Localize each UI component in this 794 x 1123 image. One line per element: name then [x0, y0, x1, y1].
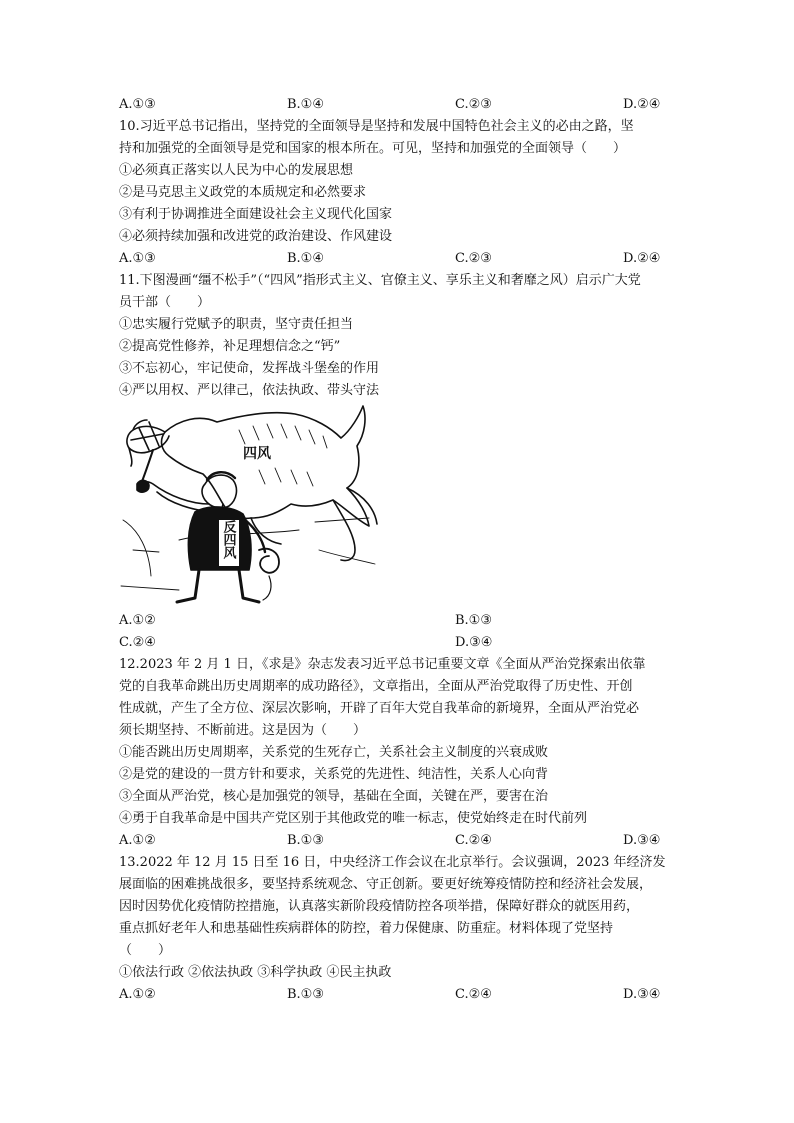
q12-option-b[interactable]: B.①③ — [287, 833, 324, 848]
q13-stem-line-3: 因时因势优化疫情防控措施，认真落实新阶段疫情防控各项举措，保障好群众的就医用药， — [119, 899, 640, 914]
horse-label: 四风 — [243, 445, 271, 461]
q10-option-a[interactable]: A.①③ — [119, 251, 156, 266]
q12-option-c[interactable]: C.②④ — [455, 833, 492, 848]
q13-stem-line-4: 重点抓好老年人和患基础性疾病群体的防控，着力保健康、防重症。材料体现了党坚持 — [119, 921, 614, 936]
q12-statement-1: ①能否跳出历史周期率，关系党的生死存亡，关系社会主义制度的兴衰成败 — [119, 745, 549, 760]
q12-statement-4: ④勇于自我革命是中国共产党区别于其他政党的唯一标志，使党始终走在时代前列 — [119, 811, 588, 826]
q12-stem-line-1: 12.2023 年 2 月 1 日，《求是》杂志发表习近平总书记重要文章《全面从严治党探索出依靠 — [119, 657, 646, 672]
q9-options — [119, 94, 667, 116]
q10-option-c[interactable]: C.②③ — [455, 251, 492, 266]
q9-option-d[interactable]: D.②④ — [623, 97, 661, 112]
q10-option-d[interactable]: D.②④ — [623, 251, 661, 266]
q13-option-a[interactable]: A.①② — [119, 987, 156, 1002]
q12-statement-3: ③全面从严治党，核心是加强党的领导，基础在全面，关键在严，要害在治 — [119, 789, 549, 804]
q10-stem-line-2: 持和加强党的全面领导是党和国家的根本所在。可见，坚持和加强党的全面领导（ ） — [119, 141, 627, 156]
q13-option-b[interactable]: B.①③ — [287, 987, 324, 1002]
q12-options — [119, 830, 667, 852]
q9-option-a[interactable]: A.①③ — [119, 97, 156, 112]
q9-option-b[interactable]: B.①④ — [287, 97, 324, 112]
q13-stem-line-5: （ ） — [119, 943, 172, 958]
q10-statement-2: ②是马克思主义政党的本质规定和必然要求 — [119, 185, 367, 200]
q13-stem-line-2: 展面临的困难挑战很多，要坚持系统观念、守正创新。要更好统筹疫情防控和经济社会发展， — [119, 877, 653, 892]
q11-option-a[interactable]: A.①② — [119, 613, 156, 628]
q12-stem-line-4: 须长期坚持、不断前进。这是因为（ ） — [119, 723, 367, 738]
q13-option-d[interactable]: D.③④ — [623, 987, 661, 1002]
q11-options-row-2 — [119, 632, 539, 654]
q11-stem-line-2: 员干部（ ） — [119, 295, 211, 310]
q10-statement-3: ③有利于协调推进全面建设社会主义现代化国家 — [119, 207, 393, 222]
q13-option-c[interactable]: C.②④ — [455, 987, 492, 1002]
q13-stem-line-1: 13.2022 年 12 月 15 日至 16 日，中央经济工作会议在北京举行。会议强调，2023 年经济发 — [119, 855, 666, 870]
q10-stem-line-1: 10.习近平总书记指出，坚持党的全面领导是坚持和发展中国特色社会主义的必由之路，坚 — [119, 119, 634, 134]
q11-option-b[interactable]: B.①③ — [455, 613, 492, 628]
q12-stem-line-3: 性成就，产生了全方位、深层次影响，开辟了百年大党自我革命的新境界，全面从严治党必 — [119, 701, 640, 716]
q11-statement-1: ①忠实履行党赋予的职责，坚守责任担当 — [119, 317, 354, 332]
q13-options — [119, 984, 667, 1006]
q11-cartoon — [119, 400, 381, 608]
q11-option-d[interactable]: D.③④ — [455, 635, 493, 650]
q11-statement-3: ③不忘初心，牢记使命，发挥战斗堡垒的作用 — [119, 361, 380, 376]
q13-statements: ①依法行政 ②依法执政 ③科学执政 ④民主执政 — [119, 965, 392, 980]
q11-options-row-1 — [119, 610, 539, 632]
q10-options — [119, 248, 667, 270]
q11-statement-4: ④严以用权、严以律己，依法执政、带头守法 — [119, 383, 380, 398]
q10-statement-1: ①必须真正落实以人民为中心的发展思想 — [119, 163, 354, 178]
q11-statement-2: ②提高党性修养，补足理想信念之“钙” — [119, 339, 341, 354]
q12-statement-2: ②是党的建设的一贯方针和要求，关系党的先进性、纯洁性，关系人心向背 — [119, 767, 549, 782]
q12-option-a[interactable]: A.①② — [119, 833, 156, 848]
q12-stem-line-2: 党的自我革命跳出历史周期率的成功路径》，文章指出，全面从严治党取得了历史性、开创 — [119, 679, 633, 694]
q10-statement-4: ④必须持续加强和改进党的政治建设、作风建设 — [119, 229, 393, 244]
q11-stem-line-1: 11.下图漫画“缰不松手”（“四风”指形式主义、官僚主义、享乐主义和奢靡之风）启示广大党 — [119, 273, 641, 288]
q12-option-d[interactable]: D.③④ — [623, 833, 661, 848]
q11-option-c[interactable]: C.②④ — [119, 635, 156, 650]
q10-option-b[interactable]: B.①④ — [287, 251, 324, 266]
q9-option-c[interactable]: C.②③ — [455, 97, 492, 112]
rope-label: 反四风 — [221, 520, 237, 559]
